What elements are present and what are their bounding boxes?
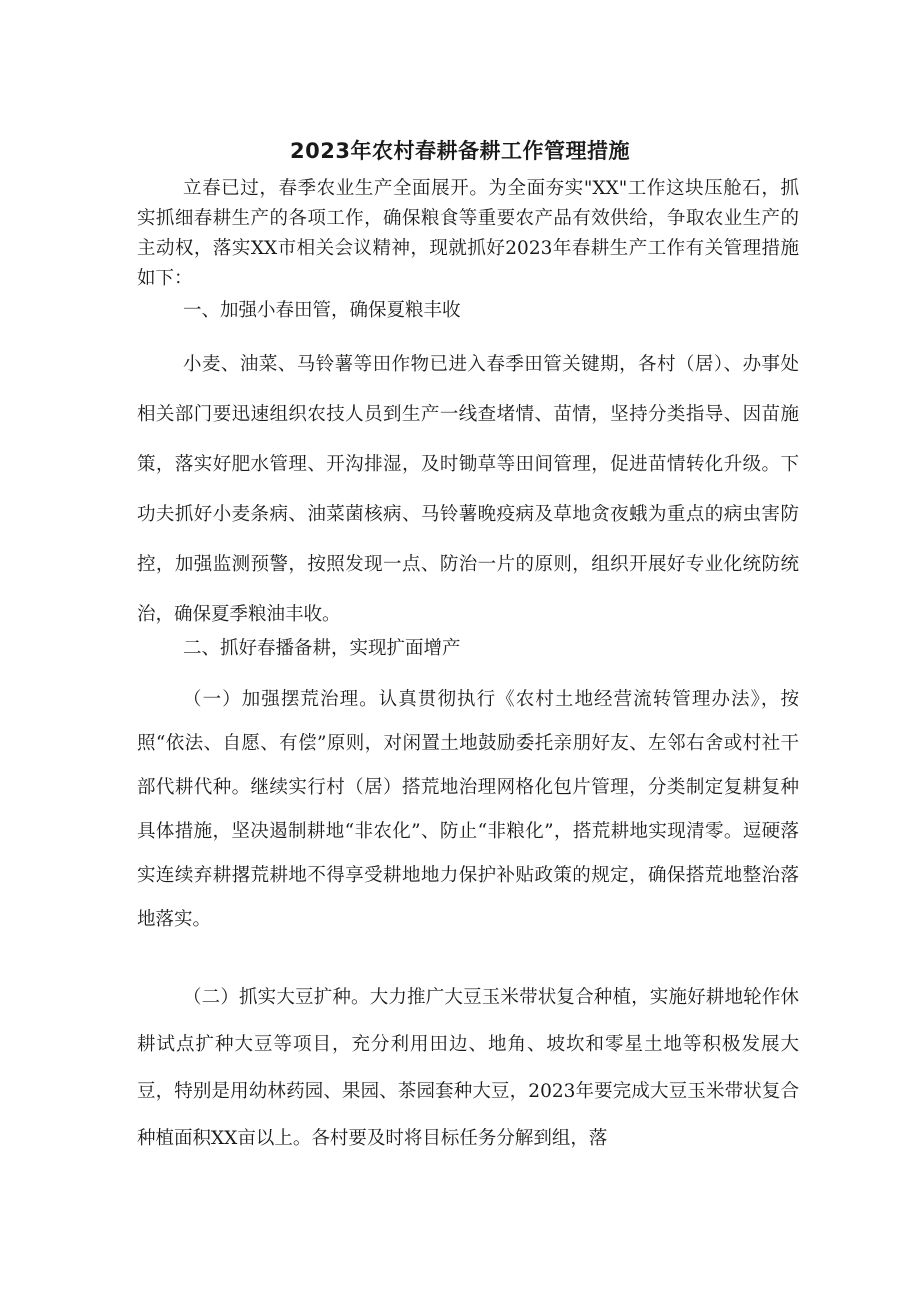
section2-heading: 二、抓好春播备耕，实现扩面增产 <box>183 638 461 659</box>
section1-body: 小麦、油菜、马铃薯等田作物已进入春季田管关键期，各村（居）、办事处相关部门要迅速组织农技人员到生产一线查堵情、苗情，坚持分类指导、因苗施策，落实好肥水管理、开沟排湿，及时锄草等田间管理，促进苗情转化升级。下功夫抓好小麦条病、油菜菌核病、马铃薯晚疫病及草地贪夜蛾为重点的病虫害防控，加强监测预警，按照发现一点、防治一片的原则，组织开展好专业化统防统治，确保夏季粮油丰收。 <box>137 354 799 625</box>
section1-heading: 一、加强小春田管，确保夏粮丰收 <box>183 300 461 321</box>
section2-item1-paragraph: （一）加强摆荒治理。认真贯彻执行《农村土地经营流转管理办法》，按照“依法、自愿、有偿”原则，对闲置土地鼓励委托亲朋好友、左邻右舍或村社干部代耕代种。继续实行村（居）搭荒地治理网格化包片管理，分类制定复耕复种具体措施，坚决遏制耕地“非农化”、防止“非粮化”，搭荒耕地实现清零。逗硬落实连续弃耕撂荒耕地不得享受耕地地力保护补贴政策的规定，确保搭荒地整治落地落实。 <box>137 689 799 930</box>
document-title: 2023年农村春耕备耕工作管理措施 <box>290 139 630 164</box>
intro-paragraph: 立春已过，春季农业生产全面展开。为全面夯实"XX"工作这块压舱石，抓实抓细春耕生产的各项工作，确保粮食等重要农产品有效供给，争取农业生产的主动权，落实XX市相关会议精神，现就抓好2023年春耕生产工作有关管理措施如下： <box>137 178 799 289</box>
section2-item2-paragraph: （二）抓实大豆扩种。大力推广大豆玉米带状复合种植，实施好耕地轮作休耕试点扩种大豆等项目，充分利用田边、地角、坡坎和零星土地等积极发展大豆，特别是用幼林药园、果园、茶园套种大豆，2023年要完成大豆玉米带状复合种植面积XX亩以上。各村要及时将目标任务分解到组，落 <box>137 987 799 1149</box>
